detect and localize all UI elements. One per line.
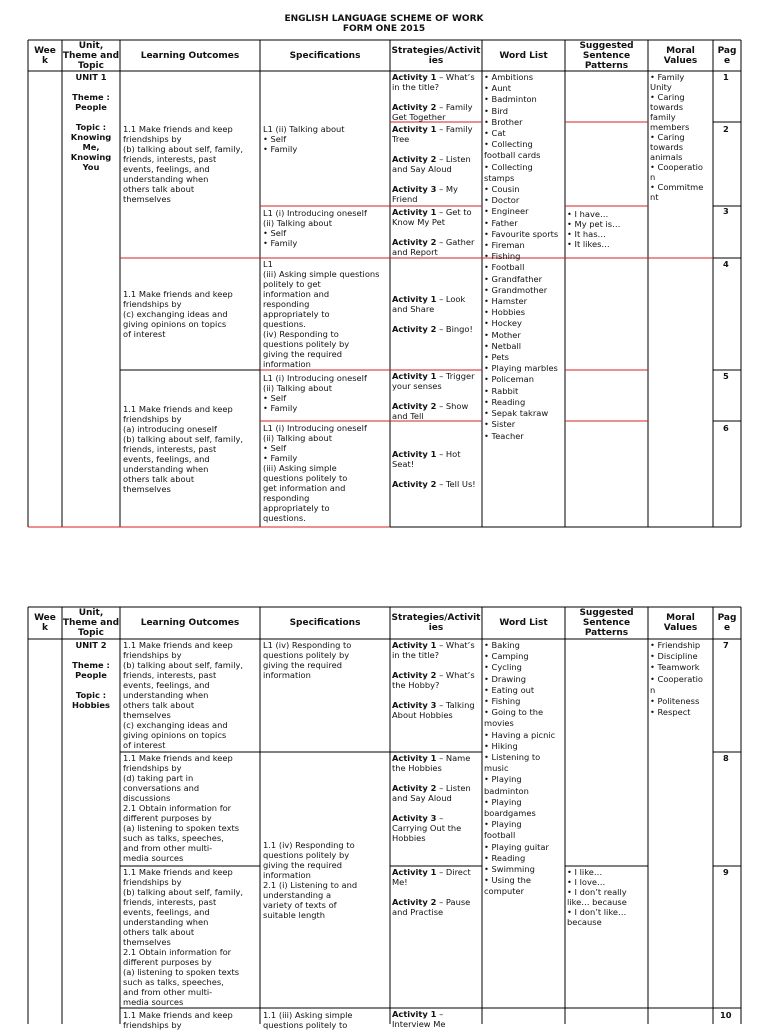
activity-item: Activity 2 – Listen and Say Aloud (392, 783, 471, 803)
page-number: 6 (723, 423, 729, 433)
activity-item: Activity 2 – Listen and Say Aloud (392, 154, 471, 174)
page-number: 3 (723, 206, 729, 216)
learning-outcome: 1.1 Make friends and keep friendships by (d) taking part in conversations and discussions 2.1 Obtain information for different purposes by (a) listening to spoken texts such as talks, speeches, and from other multi- media sources (123, 753, 240, 863)
activity-item: Activity 3 – My Friend (392, 184, 458, 204)
specification: L1 (i) Introducing oneself (ii) Talking about • Self • Family (iii) Asking simple questions politely to get information and responding appropriately to questions. (263, 423, 367, 523)
col-header-strategies: Strategies/Activit ies (391, 613, 481, 633)
activity-item: Activity 1 – What’s in the title? (392, 640, 475, 660)
unit-2-label: UNIT 2 Theme : People Topic : Hobbies (72, 640, 110, 710)
moral-values: • Family Unity • Caring towards family members • Caring towards animals • Cooperatio n • Commitme nt (650, 72, 704, 202)
activity-item: Activity 2 – Family Get Together (392, 102, 473, 122)
activity-item: Activity 1 – What’s in the title? (392, 72, 475, 92)
page-number: 9 (723, 867, 729, 877)
col-header-week: Wee k (34, 613, 56, 633)
col-header-patterns: Suggested Sentence Patterns (579, 40, 634, 71)
learning-outcome: 1.1 Make friends and keep friendships by (b) talking about self, family, friends, interests, past events, feelings, and understanding when others talk about themselves (123, 124, 244, 204)
learning-outcome: 1.1 Make friends and keep friendships by (a) introducing oneself (b) talking about self, family, friends, interests, past events, feelings, and understanding when others talk about themselves (123, 404, 244, 494)
unit-1-label: UNIT 1 Theme : People Topic : Knowing Me, Knowing You (70, 72, 112, 172)
col-header-unit: Unit, Theme and Topic (62, 608, 120, 638)
page-number: 1 (723, 72, 729, 82)
col-header-wordlist: Word List (499, 50, 548, 61)
activity-item: Activity 3 – Carrying Out the Hobbies (392, 813, 462, 843)
col-header-wordlist: Word List (499, 618, 548, 628)
specification: L1 (i) Introducing oneself (ii) Talking about • Self • Family (263, 373, 367, 413)
activity-item: Activity 2 – Show and Tell (392, 401, 469, 421)
specification: L1 (i) Introducing oneself (ii) Talking about • Self • Family (263, 208, 367, 248)
activity-item: Activity 1 – Direct Me! (392, 867, 471, 887)
col-header-outcomes: Learning Outcomes (140, 50, 240, 61)
col-header-strategies: Strategies/Activit ies (391, 45, 481, 66)
sentence-patterns: • I have… • My pet is… • It has… • It likes… (567, 209, 621, 249)
page-number: 10 (720, 1010, 732, 1020)
page-number: 7 (723, 640, 729, 650)
word-list: • Ambitions • Aunt • Badminton • Bird • Brother • Cat • Collecting football cards • Collecting stamps • Cousin • Doctor • Engineer • Father • Favourite sports • Fireman • Fishing • Football • Grandfather • Grandmother • Hamster • Hobbies • Hockey • Mother • Netball • Pets • Playing marbles • Policeman • Rabbit • Reading • Sepak takraw • Sister • Teacher (484, 72, 559, 441)
col-header-page: Pag e (717, 45, 737, 66)
activity-item: Activity 1 – Family Tree (392, 124, 473, 144)
sentence-patterns: • I like… • I love… • I don’t really like… because • I don’t like… because (567, 867, 627, 927)
document-title: ENGLISH LANGUAGE SCHEME OF WORK (284, 14, 484, 24)
activity-item: Activity 2 – What’s the Hobby? (392, 670, 475, 690)
learning-outcome: 1.1 Make friends and keep friendships by (123, 1010, 233, 1030)
col-header-patterns: Suggested Sentence Patterns (579, 608, 634, 638)
learning-outcome: 1.1 Make friends and keep friendships by (b) talking about self, family, friends, interests, past events, feelings, and understanding when others talk about themselves 2.1 Obtain information for different purposes by (a) listening to spoken texts such as talks, speeches, and from other multi- media sources (123, 867, 244, 1007)
page-number: 4 (723, 259, 729, 269)
col-header-moral: Moral Values (663, 45, 698, 66)
activity-item: Activity 1 – Look and Share (392, 294, 466, 314)
page-number: 5 (723, 371, 729, 381)
activity-item: Activity 2 – Pause and Practise (392, 897, 471, 917)
specification: L1 (iv) Responding to questions politely by giving the required information (263, 640, 352, 680)
activity-item: Activity 2 – Tell Us! (392, 479, 476, 489)
activity-item: Activity 2 – Bingo! (392, 324, 473, 334)
learning-outcome: 1.1 Make friends and keep friendships by (c) exchanging ideas and giving opinions on topics of interest (123, 289, 233, 339)
activity-item: Activity 1 – Name the Hobbies (392, 753, 471, 773)
learning-outcome: 1.1 Make friends and keep friendships by (b) talking about self, family, friends, interests, past events, feelings, and understanding when others talk about themselves (c) exchanging ideas and giving opinions on topics of interest (123, 640, 244, 750)
page-number: 8 (723, 753, 729, 763)
col-header-outcomes: Learning Outcomes (140, 618, 240, 628)
col-header-page: Pag e (717, 613, 737, 633)
activity-item: Activity 1 – Hot Seat! (392, 449, 461, 469)
col-header-week: Wee k (34, 45, 56, 66)
activity-item: Activity 2 – Gather and Report (392, 237, 475, 257)
document-subtitle: FORM ONE 2015 (342, 24, 426, 34)
specification: L1 (ii) Talking about • Self • Family (263, 124, 345, 154)
word-list: • Baking • Camping • Cycling • Drawing • Eating out • Fishing • Going to the movies • Having a picnic • Hiking • Listening to music • Playing badminton • Playing boardgames • Playing football • Playing guitar • Reading • Swimming • Using the computer (484, 640, 556, 897)
activity-item: Activity 1 – Trigger your senses (392, 371, 475, 391)
specification: 1.1 (iii) Asking simple questions politely to (263, 1010, 353, 1030)
col-header-specs: Specifications (289, 50, 361, 61)
specification: 1.1 (iv) Responding to questions politely by giving the required information 2.1 (i) Listening to and understanding a variety of texts of suitable length (263, 840, 358, 920)
activity-item: Activity 1 – Get to Know My Pet (392, 207, 472, 227)
activity-item: Activity 3 – Talking About Hobbies (392, 700, 475, 720)
moral-values: • Friendship • Discipline • Teamwork • Cooperatio n • Politeness • Respect (650, 640, 703, 718)
specification: L1 (iii) Asking simple questions politely to get information and responding appropriately to questions. (iv) Responding to questions politely by giving the required information (263, 259, 380, 369)
col-header-moral: Moral Values (663, 613, 698, 633)
activity-item: Activity 1 – Interview Me (392, 1009, 446, 1029)
page-number: 2 (723, 124, 729, 134)
col-header-specs: Specifications (289, 618, 361, 628)
col-header-unit: Unit, Theme and Topic (62, 40, 120, 71)
